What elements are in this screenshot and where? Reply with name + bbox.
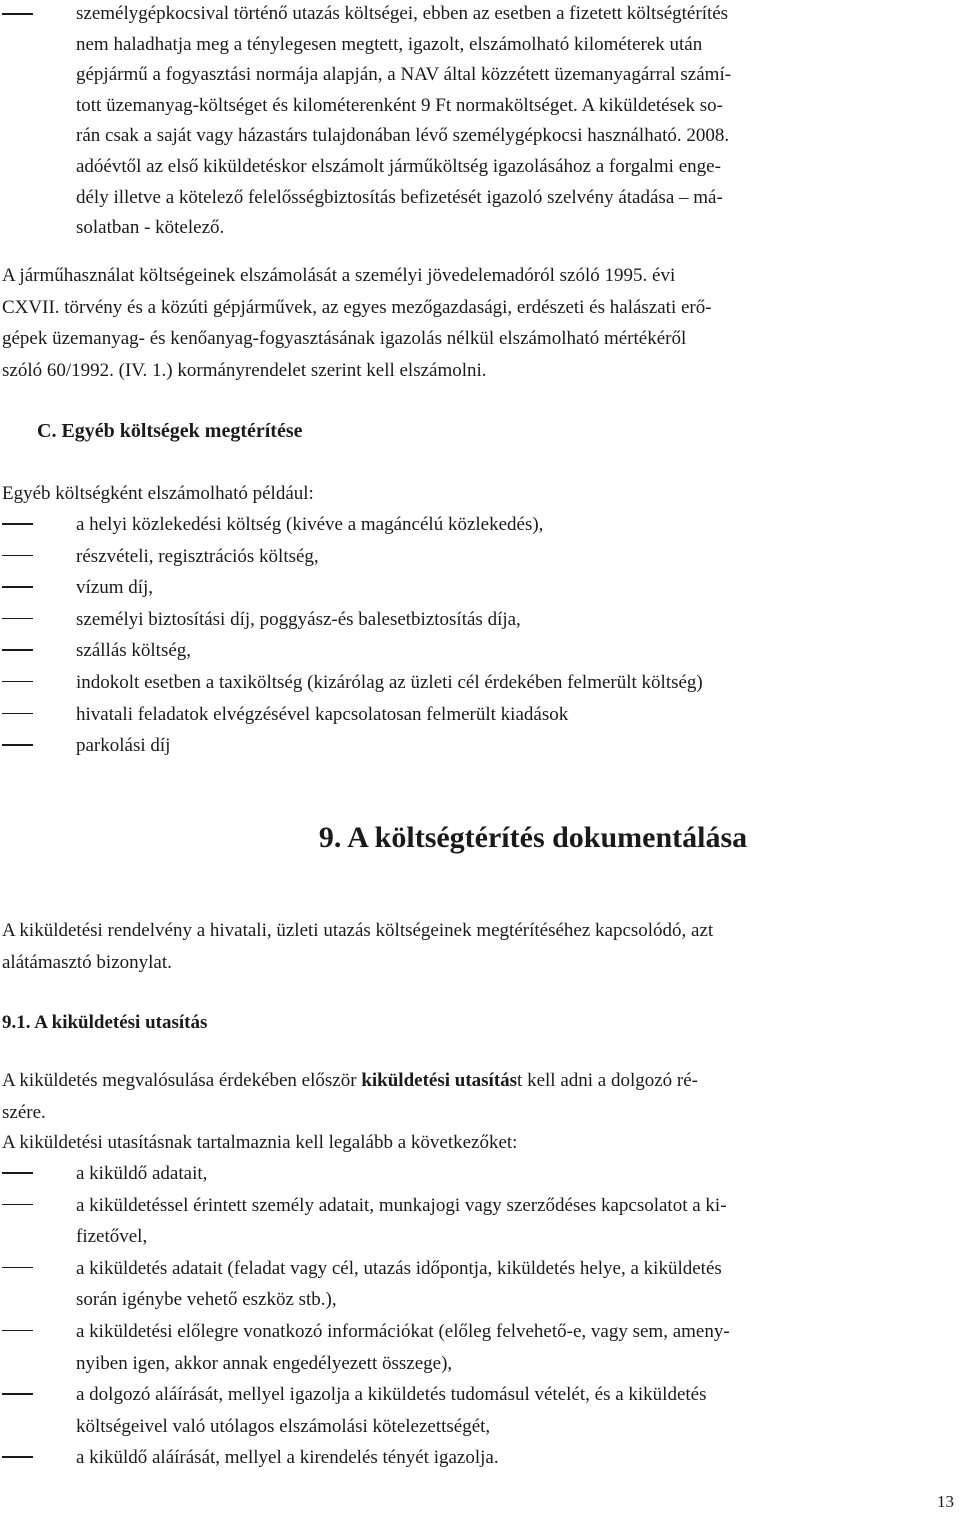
- dash-bullet-icon: [2, 1393, 33, 1395]
- dash-bullet-icon: [2, 713, 33, 715]
- dash-bullet-icon: [2, 555, 33, 557]
- list-item: hivatali feladatok elvégzésével kapcsolatosan felmerült kiadások: [0, 699, 960, 731]
- list-item: a kiküldetés adatait (feladat vagy cél, utazás időpontja, kiküldetés helye, a kiküldetés során igénybe vehető eszköz stb.),: [0, 1253, 960, 1316]
- list-item: a kiküldetéssel érintett személy adatait, munkajogi vagy szerződéses kapcsolatot a ki- fizetővel,: [0, 1190, 960, 1253]
- text-line: CXVII. törvény és a közúti gépjárművek, az egyes mezőgazdasági, erdészeti és halászati erő-: [2, 296, 712, 318]
- page-number: 13: [937, 1492, 954, 1511]
- list-item: [0, 0, 960, 244]
- section-c-intro: Egyéb költségként elszámolható például:: [2, 483, 314, 504]
- section-9-1-heading: 9.1. A kiküldetési utasítás: [2, 1012, 208, 1033]
- section-9-1-list: [0, 1158, 960, 1474]
- text-line: nem haladhatja meg a ténylegesen megtett, igazolt, elszámolható kilométerek után: [76, 33, 703, 55]
- text-line: adóévtől az első kiküldetéskor elszámolt járműköltség igazolásához a forgalmi enge-: [76, 155, 721, 177]
- list-item: a kiküldetési előlegre vonatkozó információkat (előleg felvehető-e, vagy sem, ameny- nyiben igen, akkor annak engedélyezett összege),: [0, 1316, 960, 1379]
- section-9-1-paragraph: [0, 1065, 960, 1128]
- text-line: szóló 60/1992. (IV. 1.) kormányrendelet szerint kell elszámolni.: [2, 359, 487, 381]
- list-item: vízum díj,: [0, 572, 960, 604]
- list-item: parkolási díj: [0, 730, 960, 762]
- dash-bullet-icon: [2, 649, 33, 651]
- list-item: személyi biztosítási díj, poggyász-és balesetbiztosítás díja,: [0, 604, 960, 636]
- dash-bullet-icon: [2, 1267, 33, 1269]
- text-line: dély illetve a kötelező felelősségbiztosítás befizetését igazoló szelvény átadása – má-: [76, 186, 723, 208]
- text-line: solatban - kötelező.: [76, 217, 225, 239]
- section-9-paragraph: [0, 915, 960, 978]
- text-line: tott üzemanyag-költséget és kilométerenként 9 Ft normaköltséget. A kiküldetések so-: [76, 94, 723, 116]
- dash-bullet-icon: [2, 13, 33, 15]
- section-9-1-list-intro: A kiküldetési utasításnak tartalmaznia kell legalább a következőket:: [2, 1132, 518, 1153]
- text-line: szére.: [2, 1101, 46, 1123]
- dash-bullet-icon: [2, 1330, 33, 1332]
- list-item: részvételi, regisztrációs költség,: [0, 541, 960, 573]
- dash-bullet-icon: [2, 1204, 33, 1206]
- dash-bullet-icon: [2, 586, 33, 588]
- text-line: A kiküldetési rendelvény a hivatali, üzleti utazás költségeinek megtérítéséhez kapcsolódó, azt: [2, 920, 714, 941]
- text-line: rán csak a saját vagy házastárs tulajdonában lévő személygépkocsi használható. 2008.: [76, 125, 730, 147]
- list-item: a dolgozó aláírását, mellyel igazolja a kiküldetés tudomásul vételét, és a kiküldetés költségeivel való utólagos elszámolási kötelezettségét,: [0, 1379, 960, 1442]
- dash-bullet-icon: [2, 1456, 33, 1458]
- section-c-heading: C. Egyéb költségek megtérítése: [37, 420, 303, 442]
- intro-dash-item: [0, 0, 960, 244]
- section-c-list: [0, 509, 960, 762]
- list-item: a kiküldő aláírását, mellyel a kirendelés tényét igazolja.: [0, 1442, 960, 1474]
- list-item: a helyi közlekedési költség (kivéve a magáncélú közlekedés),: [0, 509, 960, 541]
- text-line: gépek üzemanyag- és kenőanyag-fogyasztásának igazolás nélkül elszámolható mértékéről: [2, 328, 687, 350]
- vehicle-paragraph: [0, 260, 960, 386]
- dash-bullet-icon: [2, 1172, 33, 1174]
- text-line: alátámasztó bizonylat.: [2, 951, 172, 973]
- dash-bullet-icon: [2, 681, 33, 683]
- text-line: gépjármű a fogyasztási normája alapján, a NAV által közzétett üzemanyagárral számí-: [76, 64, 732, 86]
- bold-term: kiküldetési utasítás: [361, 1070, 518, 1091]
- section-9-heading: 9. A költségtérítés dokumentálása: [318, 821, 748, 854]
- list-item: szállás költség,: [0, 635, 960, 667]
- text-line: A kiküldetés megvalósulása érdekében először kiküldetési utasítást kell adni a dolgozó ré-: [2, 1070, 699, 1091]
- dash-bullet-icon: [2, 523, 33, 525]
- text-line: A járműhasználat költségeinek elszámolását a személyi jövedelemadóról szóló 1995. évi: [2, 265, 676, 286]
- dash-bullet-icon: [2, 618, 33, 620]
- list-item: a kiküldő adatait,: [0, 1158, 960, 1190]
- dash-bullet-icon: [2, 744, 33, 746]
- list-item: indokolt esetben a taxiköltség (kizárólag az üzleti cél érdekében felmerült költség): [0, 667, 960, 699]
- text-line: személygépkocsival történő utazás költségei, ebben az esetben a fizetett költségtérítés: [76, 3, 729, 24]
